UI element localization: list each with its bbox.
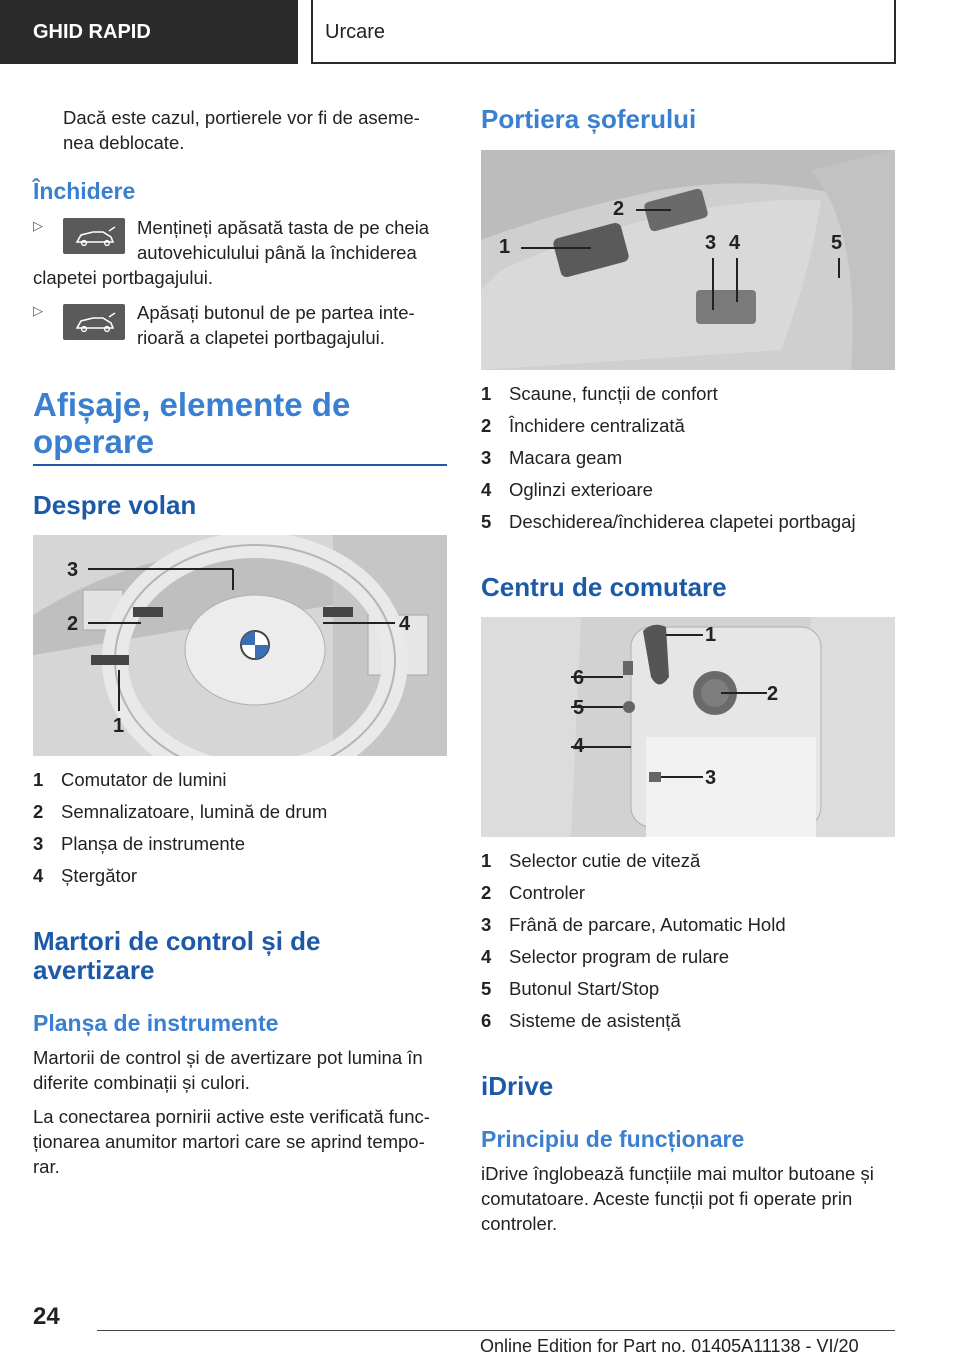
cluster-p1-line-2: diferite combinații și culori. xyxy=(33,1072,250,1093)
callout-4: 4 xyxy=(573,735,585,757)
callout-3: 3 xyxy=(705,232,717,254)
warning-heading-line-2: avertizare xyxy=(33,955,155,985)
door-heading: Portiera șoferului xyxy=(481,104,697,134)
edition-note: Online Edition for Part no. 01405A11138 - VI/20 xyxy=(480,1336,859,1356)
idrive-line-3: controler. xyxy=(481,1213,558,1234)
closing-heading: Închidere xyxy=(33,178,136,204)
main-title-line-2: operare xyxy=(33,423,155,460)
callout-2: 2 xyxy=(767,683,779,705)
callout-5: 5 xyxy=(831,232,843,254)
center-console-photo xyxy=(481,617,895,837)
chapter-label: Urcare xyxy=(325,21,386,43)
callout-2: 2 xyxy=(67,613,79,635)
cluster-p2-line-1: La conectarea pornirii active este verificată func- xyxy=(33,1106,430,1127)
section-label: GHID RAPID xyxy=(33,21,151,43)
callout-3: 3 xyxy=(705,767,717,789)
idrive-line-2: comutatoare. Aceste funcții pot fi operate prin xyxy=(481,1188,853,1209)
bullet2-line-1: Apăsați butonul de pe partea inte- xyxy=(137,302,415,323)
bullet-arrow-icon: ▷ xyxy=(33,303,43,318)
idrive-heading: iDrive xyxy=(481,1071,554,1101)
callout-4: 4 xyxy=(399,613,411,635)
steering-wheel-photo xyxy=(33,535,447,756)
callout-3: 3 xyxy=(67,559,79,581)
cluster-p1-line-1: Martorii de control și de avertizare pot lumina în xyxy=(33,1047,423,1068)
intro-line-2: nea deblocate. xyxy=(63,132,185,153)
callout-5: 5 xyxy=(573,697,585,719)
cluster-heading: Planșa de instrumente xyxy=(33,1010,279,1036)
main-title-line-1: Afișaje, elemente de xyxy=(33,386,351,423)
callout-1: 1 xyxy=(499,236,511,258)
page-number: 24 xyxy=(33,1303,60,1330)
callout-1: 1 xyxy=(113,715,125,737)
section-tab xyxy=(0,0,298,64)
bullet1-line-3: clapetei portbagajului. xyxy=(33,267,213,288)
car-trunk-icon xyxy=(63,218,125,254)
console-heading: Centru de comutare xyxy=(481,572,727,602)
intro-line-1: Dacă este cazul, portierele vor fi de aseme- xyxy=(63,107,420,128)
bullet1-line-2: autovehiculului până la închiderea xyxy=(137,242,417,263)
callout-2: 2 xyxy=(613,198,625,220)
driver-door-photo xyxy=(481,150,895,370)
bullet-arrow-icon: ▷ xyxy=(33,218,43,233)
warning-heading-line-1: Martori de control și de xyxy=(33,926,321,956)
bullet1-line-1: Mențineți apăsată tasta de pe cheia xyxy=(137,217,430,238)
car-trunk-icon xyxy=(63,304,125,340)
idrive-line-1: iDrive înglobează funcțiile mai multor butoane și xyxy=(481,1163,874,1184)
callout-4: 4 xyxy=(729,232,741,254)
footer-rule xyxy=(97,1330,895,1331)
callout-1: 1 xyxy=(705,624,717,646)
cluster-p2-line-2: ționarea anumitor martori care se aprind tempo- xyxy=(33,1131,425,1152)
chapter-tab xyxy=(311,0,896,64)
bullet2-line-2: rioară a clapetei portbagajului. xyxy=(137,327,385,348)
callout-6: 6 xyxy=(573,667,585,689)
cluster-p2-line-3: rar. xyxy=(33,1156,60,1177)
title-rule xyxy=(33,464,447,466)
steering-heading: Despre volan xyxy=(33,490,197,520)
principle-heading: Principiu de funcționare xyxy=(481,1126,745,1152)
